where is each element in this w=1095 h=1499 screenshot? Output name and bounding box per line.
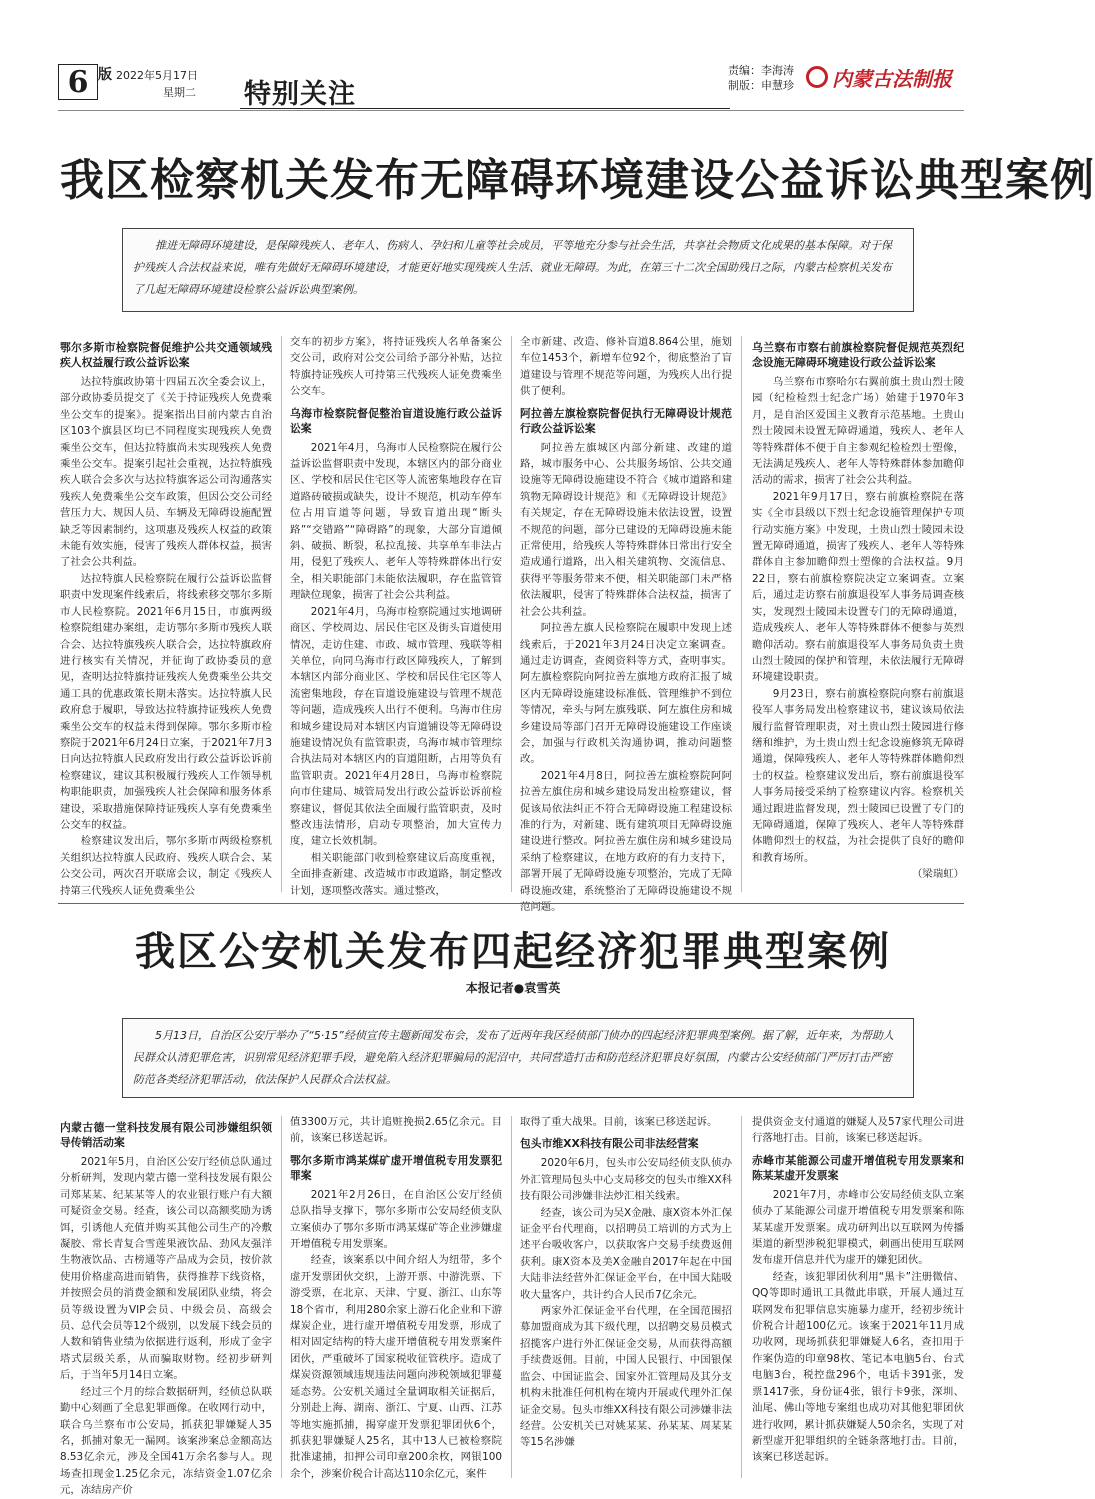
- masthead-bottom-rule: [58, 110, 964, 111]
- article2-subhead: 内蒙古德一堂科技发展有限公司涉嫌组织领导传销活动案: [60, 1121, 272, 1149]
- article1-paragraph: 乌兰察布市察哈尔右翼前旗土贵山烈士陵园（纪检检烈士纪念广场）始建于1970年3月，是自治区爱国主义教育示范基地。土贵山烈士陵园未设置无障碍通道，残疾人、老年人等特殊群体不便于自主参观纪检检烈士塑像，无法满足残疾人、老年人等特殊群体参加瞻仰活动的需求，损害了社会公共利益。: [752, 376, 964, 487]
- article1-signature: （梁瑞虹）: [912, 868, 964, 881]
- newspaper-logo: [806, 62, 966, 92]
- article1-subhead: 乌海市检察院督促整治盲道设施行政公益诉讼案: [290, 406, 502, 435]
- column-separator: [741, 1116, 742, 1478]
- column-separator: [511, 336, 512, 892]
- article1-paragraph: 全市新建、改造、修补盲道8.864公里，施划车位1453个，新增车位92个，彻底整治了盲道建设与管理不规范等问题，为残疾人出行提供了便利。: [520, 336, 732, 398]
- article1-paragraph: 检察建议发出后，鄂尔多斯市两级检察机关组织达拉特旗人民政府、残疾人联合会、某公交公司，两次召开联席会议，制定《残疾人持第三代残疾人证免费乘坐公: [60, 835, 272, 897]
- article1-paragraph: 达拉特旗人民检察院在履行公益诉讼监督职责中发现案件线索后，将线索移交鄂尔多斯市人民检察院。2021年6月15日，市旗两级检察院组建办案组，走访鄂尔多斯市残疾人联合会、达拉特旗残疾人联合会，达拉特旗政府进行核实有关情况，并征询了政协委员的意见，查明达拉特旗持证残疾人免费乘坐公共交通工具的优惠政策长期未落实。达拉特旗人民政府怠于履职，导致达拉特旗持证残疾人免费乘坐公交车的权益未得到保障。鄂尔多斯市检察院于2021年6月24日立案，于2021年7月3日向达拉特旗人民政府发出行政公益诉讼诉前检察建议，建议其积极履行残疾人工作领导机构职能职责，加强残疾人社会保障和服务体系建设，采取措施保障持证残疾人享有免费乘坐公交车的权益。: [60, 572, 272, 831]
- article2-paragraph: 值3300万元，共计追赃挽损2.65亿余元。目前，该案已移送起诉。: [290, 1116, 502, 1145]
- column-separator: [741, 336, 742, 892]
- article1-column-2: [290, 334, 502, 897]
- article1-paragraph: 相关职能部门收到检察建议后高度重视，全面排查新建、改造城市市政道路，制定整改计划，逐项整改落实。通过整改，: [290, 851, 502, 897]
- article1-column-1: [60, 334, 272, 897]
- article1-paragraph: 2021年4月，乌海市人民检察院在履行公益诉讼监督职责中发现，本辖区内的部分商业区、学校和居民住宅区等人流密集地段存在盲道路砖破损或缺失，设计不规范，机动车停车位占用盲道等问题，导致盲道出现“断头路”“交错路”“障碍路”的现象，大部分盲道倾斜、破损、断裂，私拉乱接、共享单车非法占用，侵犯了残疾人、老年人等特殊群体出行安全，相关职能部门未能依法履职，存在监管管理缺位现象，损害了社会公共利益。: [290, 441, 502, 602]
- article2-paragraph: 2021年5月，自治区公安厅经侦总队通过分析研判，发现内蒙古德一堂科技发展有限公司郑某某、纪某某等人的农业银行账户有大额可疑资金交易。经查，该公司以高额奖励为诱饵，引诱他人充值并购买其他公司生产的冷敷凝胶、常长青复合雪莲果液饮品、劲风友强洋生物液饮品、古榜通等产品成为会员，按价款使用价格虚高进而销售，获得推荐下线资格，并按照会员的消费金额和发展团队业绩，将会员等级设置为VIP会员、中级会员、高级会员、总代会员等12个级别，以发展下线会员的人数和销售业绩为依据进行返利，形成了金字塔式层级关系，从而骗取财物。经初步研判后，于当年5月14日立案。: [60, 1156, 272, 1382]
- article1-subhead: 鄂尔多斯市检察院督促维护公共交通领域残疾人权益履行政公益诉讼案: [60, 341, 272, 369]
- article1-paragraph: 9月23日，察右前旗检察院向察右前旗退役军人事务局发出检察建议书，建议该局依法履行监督管理职责，对土贵山烈士陵园进行修缮和维护，为土贵山烈士纪念设施修筑无障碍通道，保障残疾人、老年人等特殊群体瞻仰烈士的权益。检察建议发出后，察右前旗退役军人事务局接受采纳了检察建议内容。检察机关通过跟进监督发现，烈士陵园已设置了专门的无障碍通道，保障了残疾人、老年人等特殊群体瞻仰烈士的权益，为社会提供了良好的瞻仰和教育场所。: [752, 687, 964, 864]
- article2-subhead: 包头市维XX科技有限公司非法经营案: [520, 1137, 699, 1151]
- issue-weekday: 星期二: [163, 86, 196, 99]
- article2-paragraph: 两家外汇保证金平台代理，在全国范围招募加盟商成为其下级代理，以招聘交易员模式招揽客户进行外汇保证金交易，从而获得高额手续费返佣。目前，中国人民银行、中国银保监会、中国证监会、国家外汇管理局及其分支机构未批准任何机构在境内开展或代理外汇保证金交易。包头市维XX科技有限公司涉嫌非法经营。公安机关已对姚某某、孙某某、周某某等15名涉嫌: [520, 1305, 732, 1449]
- article2-headline: 我区公安机关发布四起经济犯罪典型案例: [135, 928, 891, 975]
- article1-column-3: [520, 334, 732, 913]
- logo-mark-icon: [806, 66, 828, 88]
- column-separator: [511, 1116, 512, 1478]
- section-title: 特别关注: [244, 79, 356, 110]
- article1-headline: 我区检察机关发布无障碍环境建设公益诉讼典型案例: [60, 155, 1095, 206]
- article2-column-1: [60, 1114, 272, 1497]
- article2-column-4: [752, 1114, 964, 1480]
- column-separator: [281, 1116, 282, 1478]
- article2-paragraph: 经过三个月的综合数据研判，经侦总队联勤中心刻画了全息犯罪画像。在收网行动中，联合乌兰察布市公安局，抓获犯罪嫌疑人35名，抓捕对象无一漏网。该案涉案总金额高达8.53亿余元，涉及全国41万余名参与人。现场查扣现金1.25亿余元，冻结资金1.07亿余元，冻结房产价: [60, 1385, 272, 1497]
- column-separator: [281, 336, 282, 892]
- article2-column-3: [520, 1114, 732, 1480]
- page-number: 6: [58, 64, 98, 100]
- editor-line: 责编：李海涛: [728, 64, 794, 77]
- layout-editor-line: 制版：申慧珍: [728, 79, 794, 92]
- article1-paragraph: 阿拉善左旗城区内部分新建、改建的道路，城市服务中心、公共服务场馆、公共交通设施等无障碍设施建设不符合《城市道路和建筑物无障碍设计规范》和《无障碍设计规范》有关规定，存在无障碍设施未依法设置，设置不规范的问题，部分已建设的无障碍设施未能正常使用，给残疾人等特殊群体日常出行安全造成通行道路，出入相关建筑物、交流信息、获得平等服务带来不便，相关职能部门未严格依法履职，侵害了特殊群体合法权益，损害了社会公共利益。: [520, 441, 732, 618]
- article2-subhead: 鄂尔多斯市鸿某煤矿虚开增值税专用发票犯罪案: [290, 1153, 502, 1182]
- article1-subhead: 阿拉善左旗检察院督促执行无障碍设计规范行政公益诉讼案: [520, 406, 732, 435]
- article1-lead: 推进无障碍环境建设，是保障残疾人、老年人、伤病人、孕妇和儿童等社会成员，平等地充分参与社会生活，共享社会物质文化成果的基本保障。对于保护残疾人合法权益来说，唯有先做好无障碍环境建设，才能更好地实现残疾人生活、就业无障碍。为此，在第三十二次全国助残日之际，内蒙古检察机关发布了几起无障碍环境建设检察公益诉讼典型案例。: [133, 239, 892, 296]
- article1-column-4: [752, 334, 964, 894]
- article2-column-2: [290, 1114, 502, 1480]
- article2-lead-box: [122, 1018, 914, 1098]
- article2-paragraph: 取得了重大战果。目前，该案已移送起诉。: [520, 1116, 718, 1128]
- masthead-rule: [240, 108, 730, 109]
- article1-paragraph: 2021年4月8日，阿拉善左旗检察院阿阿拉善左旗住房和城乡建设局发出检察建议，督促该局依法纠正不符合无障碍设施工程建设标准的行为，对新建、既有建筑项目无障碍设施建设进行整改。阿拉善左旗住房和城乡建设局采纳了检察建议，在地方政府的有力支持下，部署开展了无障碍设施专项整治，完成了无障碍设施改建，系统整治了无障碍设施建设不规范问题。: [520, 769, 732, 913]
- article2-subhead: 赤峰市某能源公司虚开增值税专用发票案和陈某某虚开发票案: [752, 1153, 964, 1182]
- article2-paragraph: 2021年7月，赤峰市公安局经侦支队立案侦办了某能源公司虚开增值税专用发票案和陈某某虚开发票案。成功研判出以互联网为传播渠道的新型涉税犯罪模式，刺画出使用互联网发布虚开信息并代为虚开的嫌犯团伙。: [752, 1188, 964, 1267]
- article2-paragraph: 经查，该公司为吴X金融、康X资本外汇保证金平台代理商，以招聘员工培训的方式为上述平台吸收客户，以获取客户交易手续费返佣获利。康X资本及美X金融自2017年起在中国大陆非法经营外汇保证金平台，在中国大陆吸收大量客户，共计约合人民币7亿余元。: [520, 1206, 732, 1301]
- newspaper-name: 内蒙古法制报: [832, 66, 952, 91]
- article2-paragraph: 经查，该案系以中间介绍人为纽带，多个虚开发票团伙交织，上游开票、中游洗票、下游受票，在北京、天津、宁夏、浙江、山东等18个省市，利用280余家上游石化企业和下游煤炭企业，进行虚开增值税专用发票，形成了相对固定结构的特大虚开增值税专用发票案件团伙，严重破坏了国家税收征管秩序。造成了煤炭资源领域违规违法问题向涉税领域犯罪蔓延态势。公安机关通过全量调取相关证据后，分别赴上海、湖南、浙江、宁夏、山西、江苏等地实施抓捕，揭穿虚开发票犯罪团伙6个，抓获犯罪嫌疑人25名，其中13人已被检察院批准逮捕，扣押公司印章200余枚，网银100余个，涉案价税合计高达110余亿元，案件: [290, 1254, 502, 1480]
- article2-paragraph: 2021年2月26日，在自治区公安厅经侦总队指导支撑下，鄂尔多斯市公安局经侦支队立案侦办了鄂尔多斯市鸿某煤矿等企业涉嫌虚开增值税专用发票案。: [290, 1188, 502, 1251]
- article1-paragraph: 达拉特旗政协第十四届五次全委会议上，部分政协委员提交了《关于持证残疾人免费乘坐公交车的提案》。提案指出目前内蒙古自治区103个旗县区均已不同程度实现残疾人免费乘坐公交车，但达拉特旗尚未实现残疾人免费乘坐公交车。提案引起社会重视，达拉特旗残疾人联合会多次与达拉特旗客运公司沟通落实残疾人免费乘坐公交车政策，但因公交公司经营压力大、规因人员、车辆及无障碍设施配置缺乏等因素制约，这项惠及残疾人权益的政策未能有效实施，侵害了残疾人群体权益，损害了社会公共利益。: [60, 376, 272, 569]
- article2-paragraph: 提供资金支付通道的嫌疑人及57家代理公司进行落地打击。目前，该案已移送起诉。: [752, 1116, 964, 1145]
- page-label: 版: [98, 67, 112, 83]
- article2-lead: 5月13日，自治区公安厅举办了“5·15”经侦宣传主题新闻发布会，发布了近两年我区经侦部门侦办的四起经济犯罪典型案例。据了解，近年来，为帮助人民群众认清犯罪危害，识别常见经济犯罪手段，避免陷入经济犯罪骗局的泥沼中，共同营造打击和防范经济犯罪良好氛围，内蒙古公安经侦部门严厉打击严密防范各类经济犯罪活动，依法保护人民群众合法权益。: [133, 1029, 894, 1086]
- editor-credits: [728, 63, 794, 93]
- article1-lead-box: [122, 228, 914, 312]
- article2-paragraph: 2020年6月，包头市公安局经侦支队侦办外汇管理局包头中心支局移交的包头市维XX科技有限公司涉嫌非法炒汇相关线索。: [520, 1157, 732, 1203]
- article-divider: [58, 903, 964, 904]
- article1-paragraph: 阿拉善左旗人民检察院在履职中发现上述线索后，于2021年3月24日决定立案调查。通过走访调查，查阅资料等方式，查明事实。阿左旗检察院向阿拉善左旗地方政府汇报了城区内无障碍设施建设标准低、管理维护不到位等情况，牵头与阿左旗残联、阿左旗住房和城乡建设局等部门召开无障碍设施建设工作座谈会，加强与行政机关沟通协调，推动问题整改。: [520, 622, 732, 766]
- article1-subhead: 乌兰察布市察右前旗检察院督促规范英烈纪念设施无障碍环境建设行政公益诉讼案: [752, 341, 964, 369]
- article2-paragraph: 经查，该犯罪团伙利用“黑卡”注册微信、QQ等即时通讯工具微此串联，开展人通过互联网发布犯罪信息实施暴力虚开，经初步统计价税合计超100亿元。该案于2021年11月成功收网，现场抓获犯罪嫌疑人6名，查扣用于作案伪造的印章98枚、笔记本电脑5台、台式电脑3台，税控盘296个，电话卡391张，发票1417张，身份证4张，银行卡9张，深圳、汕尾、佛山等地专案组也成功对其他犯罪团伙进行收网，累计抓获嫌疑人50余名，实现了对新型虚开犯罪组织的全链条落地打击。目前，该案已移送起诉。: [752, 1270, 964, 1464]
- issue-date: 2022年5月17日: [116, 69, 198, 82]
- article1-paragraph: 2021年4月，乌海市检察院通过实地调研商区、学校周边、居民住宅区及街头盲道使用情况，走访住建、市政、城市管理、残联等相关单位，向同乌海市行政区障残疾人，了解到本辖区内部分商业区、学校和居民住宅区等人流密集地段，存在盲道设施建设与管理不规范等问题，造成残疾人出行不便利。乌海市住房和城乡建设局对本辖区内盲道铺设等无障碍设施建设情况负有监管职责，乌海市城市管理综合执法局对本辖区内的盲道阻断，占用等负有监管职责。2021年4月28日，乌海市检察院向市住建局、城管局发出行政公益诉讼诉前检察建议，督促其依法全面履行监管职责，及时整改违法情形，启动专项整治，加大宣传力度，建立长效机制。: [290, 605, 502, 848]
- article1-paragraph: 2021年9月17日，察右前旗检察院在落实《全市县级以下烈士纪念设施管理保护专项行动实施方案》中发现，土贵山烈士陵园未设置无障碍通道，损害了残疾人、老年人等特殊群体自主参加瞻仰烈士塑像的合法权益。9月22日，察右前旗检察院决定立案调查。立案后，通过走访察右前旗退役军人事务局调查核实，发现烈士陵园未设置专门的无障碍通道，造成残疾人、老年人等特殊群体不便参与英烈瞻仰活动。察右前旗退役军人事务局负责土贵山烈士陵园的保护和管理，未依法履行无障碍环境建设职责。: [752, 490, 964, 684]
- article1-paragraph: 交车的初步方案》，将持证残疾人名单备案公交公司，政府对公交公司给予部分补贴，达拉特旗持证残疾人可持第三代残疾人证免费乘坐公交车。: [290, 336, 502, 398]
- article2-byline: 本报记者●袁雪英: [465, 981, 561, 995]
